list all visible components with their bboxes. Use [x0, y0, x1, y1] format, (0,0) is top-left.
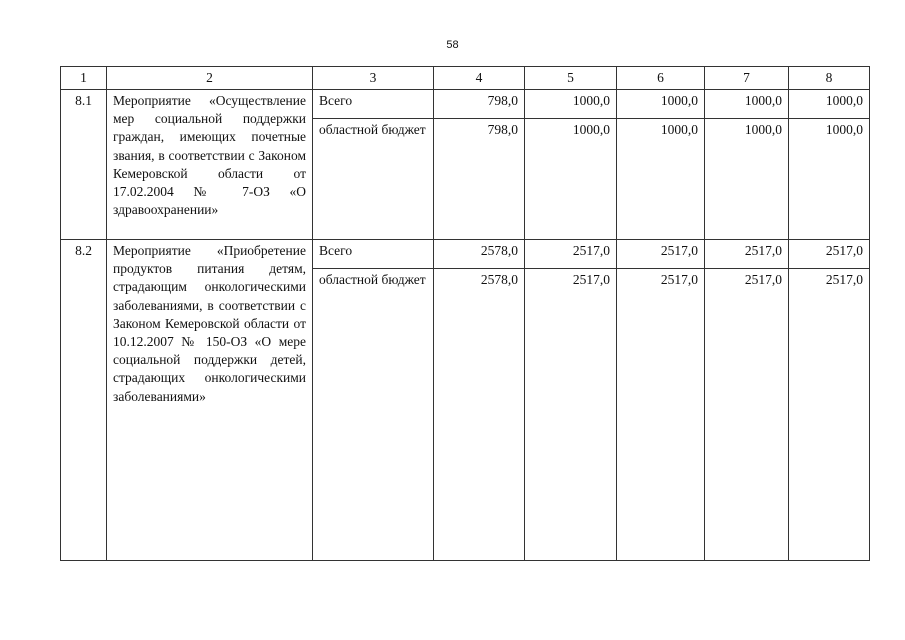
value-cell: 1000,0	[789, 119, 870, 240]
table-row	[61, 240, 870, 269]
header-cell: 7	[705, 67, 789, 90]
value-cell: 2517,0	[789, 240, 870, 269]
value-cell: 2578,0	[434, 240, 525, 269]
header-cell: 3	[313, 67, 434, 90]
value-cell: 2517,0	[525, 269, 617, 561]
header-cell: 2	[107, 67, 313, 90]
value-cell: 2578,0	[434, 269, 525, 561]
row-index: 8.2	[61, 240, 107, 561]
header-cell: 1	[61, 67, 107, 90]
value-cell: 1000,0	[617, 119, 705, 240]
value-cell: 1000,0	[705, 119, 789, 240]
value-cell: 1000,0	[525, 90, 617, 119]
funding-source: областной бюджет	[313, 269, 434, 561]
value-cell: 1000,0	[705, 90, 789, 119]
value-cell: 798,0	[434, 119, 525, 240]
header-cell: 4	[434, 67, 525, 90]
value-cell: 2517,0	[617, 269, 705, 561]
value-cell: 2517,0	[705, 240, 789, 269]
budget-table	[60, 66, 870, 561]
value-cell: 2517,0	[705, 269, 789, 561]
header-cell: 6	[617, 67, 705, 90]
funding-source: Всего	[313, 240, 434, 269]
value-cell: 1000,0	[525, 119, 617, 240]
value-cell: 1000,0	[789, 90, 870, 119]
measure-description: Мероприятие «Приобретение продуктов питания детям, страдающим онкологическими заболеваниями, в соответствии с Законом Кемеровской области от 10.12.2007 № 150-ОЗ «О мере социальной поддержки детей, страдающих онкологическими заболеваниями»	[107, 240, 313, 561]
header-cell: 5	[525, 67, 617, 90]
header-row	[61, 67, 870, 90]
value-cell: 2517,0	[789, 269, 870, 561]
header-cell: 8	[789, 67, 870, 90]
page-number: 58	[446, 39, 459, 51]
value-cell: 2517,0	[617, 240, 705, 269]
funding-source: Всего	[313, 90, 434, 119]
value-cell: 798,0	[434, 90, 525, 119]
table-row	[61, 90, 870, 119]
value-cell: 2517,0	[525, 240, 617, 269]
value-cell: 1000,0	[617, 90, 705, 119]
row-index: 8.1	[61, 90, 107, 240]
funding-source: областной бюджет	[313, 119, 434, 240]
measure-description: Мероприятие «Осуществление мер социальной поддержки граждан, имеющих почетные звания, в соответствии с Законом Кемеровской области от 17.02.2004 № 7-ОЗ «О здравоохранении»	[107, 90, 313, 240]
